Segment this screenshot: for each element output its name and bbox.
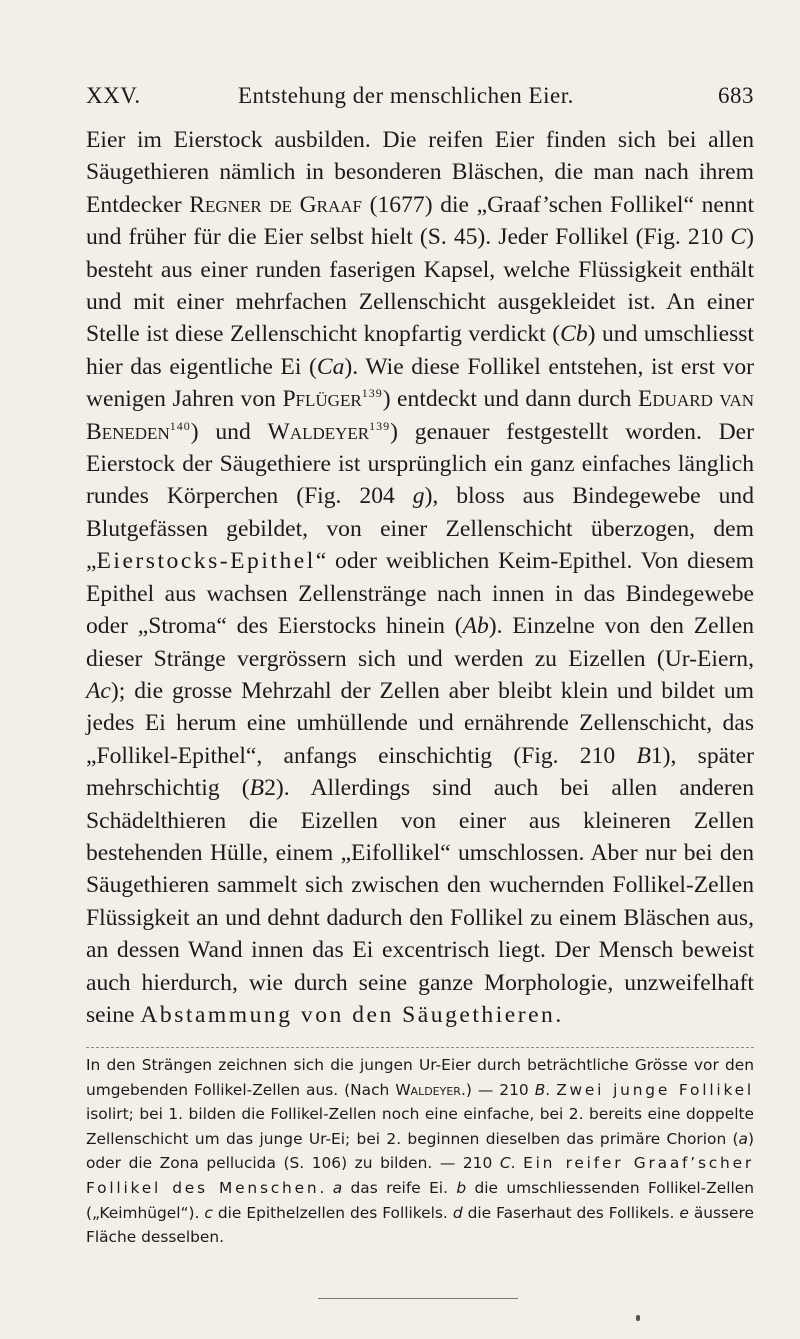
running-header	[86, 83, 754, 119]
figure-label: Cb	[560, 321, 588, 348]
figure-label: b	[456, 1178, 467, 1197]
figure-label: a	[332, 1178, 343, 1197]
text-run: .	[555, 1001, 562, 1028]
page-number: 683	[718, 83, 754, 108]
figure-caption	[86, 1053, 754, 1250]
text-run: “ oder weiblichen Keim-Epithel. Von diesem Epithel aus wachsen Zellenstränge nach innen in das Bindegewebe oder „Stroma“ des Eierstocks hinein (	[86, 548, 754, 640]
text-run: ) oder die Zona pellucida (S. 106) zu bilden. — 210	[86, 1129, 754, 1173]
text-run: ) besteht aus einer runden faserigen Kapsel, welche Flüssigkeit enthält und mit einer mehrfachen Zellenschicht ausgekleidet ist. An einer Stelle ist diese Zellenschicht knopfartig verdickt (	[86, 224, 754, 348]
running-title: Entstehung der menschlichen Eier.	[238, 83, 574, 108]
figure-label: Ac	[86, 677, 111, 704]
text-run: ) und umschliesst hier das eigentliche Ei (	[86, 321, 754, 380]
figure-label: g	[412, 483, 425, 510]
text-run: die Epithelzellen des Follikels.	[212, 1203, 453, 1222]
text-run: äussere Fläche desselben.	[86, 1203, 754, 1247]
emphasized-term: Eierstocks-Epithel	[96, 548, 316, 575]
text-run: .	[545, 1080, 557, 1099]
text-run: das reife Ei.	[342, 1178, 457, 1197]
text-run: ) genauer festgestellt worden. Der Eierstock der Säugethiere ist ursprünglich ein ganz einfaches länglich rundes Körperchen (Fig. 204	[86, 418, 754, 510]
figure-label: B	[249, 775, 265, 802]
text-run: 1), später mehrschichtig (	[86, 742, 754, 802]
emphasized-term: Ein reifer Graaf’scher Follikel des Menschen	[86, 1154, 754, 1197]
author-name: Eduard van Beneden	[86, 386, 754, 445]
body-paragraph	[86, 124, 754, 1031]
text-run: .	[319, 1178, 333, 1197]
text-run: die umschliessenden Follikel-Zellen („Keimhügel“).	[86, 1178, 754, 1222]
footnote-ref: 139	[369, 418, 391, 433]
text-run: ). Einzelne von den Zellen dieser Stränge vergrössern sich und werden zu Eizellen (Ur-Eiern,	[86, 613, 754, 672]
text-run: die Faserhaut des Follikels.	[462, 1203, 680, 1222]
text-run: (1677) die „Graaf’schen Follikel“ nennt und früher für die Eier selbst hielt (S. 45). Jeder Follikel (Fig. 210	[86, 191, 754, 251]
figure-label: e	[679, 1203, 689, 1222]
figure-label: Ca	[316, 353, 345, 380]
author-name: Waldeyer	[267, 418, 370, 445]
emphasized-term: Abstammung von den Säugethieren	[140, 1001, 556, 1028]
bottom-rule	[318, 1298, 518, 1299]
chapter-number: XXV.	[86, 83, 141, 108]
text-run: ), bloss aus Bindegewebe und Blutgefässen gebildet, von einer Zellenschicht überzogen, dem „	[86, 483, 754, 575]
caption-paragraph	[86, 1053, 754, 1250]
figure-label: C	[499, 1154, 511, 1173]
footnote-ref: 140	[169, 418, 191, 433]
ink-speck	[636, 1315, 640, 1321]
text-run: ) entdeckt und dann durch	[382, 386, 638, 413]
text-run: Eier im Eierstock ausbilden. Die reifen Eier finden sich bei allen Säugethieren nämlich in besonderen Bläschen, die man nach ihrem Entdecker	[86, 127, 754, 218]
author-name: Regner de Graaf	[189, 191, 363, 218]
text-run: .) — 210	[460, 1080, 535, 1099]
author-name: Waldeyer	[395, 1080, 461, 1099]
emphasized-term: Zwei junge Follikel	[556, 1080, 754, 1099]
text-run: In den Strängen zeichnen sich die jungen Ur-Eier durch beträchtliche Grösse vor den umgebenden Follikel-Zellen aus. (Nach	[86, 1056, 754, 1099]
figure-label: B	[636, 742, 651, 769]
figure-label: B	[534, 1080, 546, 1099]
text-run: ); die grosse Mehrzahl der Zellen aber bleibt klein und bildet um jedes Ei herum eine umhüllende und ernährende Zellenschicht, das „Follikel-Epithel“, anfangs einschichtig (Fig. 210	[86, 677, 754, 769]
main-text	[86, 124, 754, 1031]
text-run: ) und	[190, 418, 268, 445]
footnote-ref: 139	[361, 386, 383, 401]
text-run: isolirt; bei 1. bilden die Follikel-Zellen noch eine einfache, bei 2. bereits eine doppelte Zellenschicht um das junge Ur-Ei; bei 2. beginnen dieselben das primäre Chorion (	[86, 1105, 754, 1148]
text-run: 2). Allerdings sind auch bei allen anderen Schädelthieren die Eizellen von einer aus kleineren Zellen bestehenden Hülle, einem „Eifollikel“ umschlossen. Aber nur bei den Säugethieren sammelt sich zwischen den wuchernden Follikel-Zellen Flüssigkeit an und dehnt dadurch den Follikel zu einem Bläschen aus, an dessen Wand innen das Ei excentrisch liegt. Der Mensch beweist auch hierdurch, wie durch seine ganze Morphologie, unzweifelhaft seine	[86, 775, 755, 1028]
author-name: Pflüger	[282, 386, 362, 413]
figure-label: d	[452, 1203, 463, 1222]
figure-label: a	[738, 1129, 748, 1148]
figure-label: C	[730, 224, 747, 251]
text-run: .	[510, 1154, 524, 1173]
separator-rule	[86, 1047, 754, 1048]
figure-label: Ab	[462, 613, 489, 640]
text-run: ). Wie diese Follikel entstehen, ist erst vor wenigen Jahren von	[86, 353, 754, 413]
figure-label: c	[204, 1203, 213, 1222]
